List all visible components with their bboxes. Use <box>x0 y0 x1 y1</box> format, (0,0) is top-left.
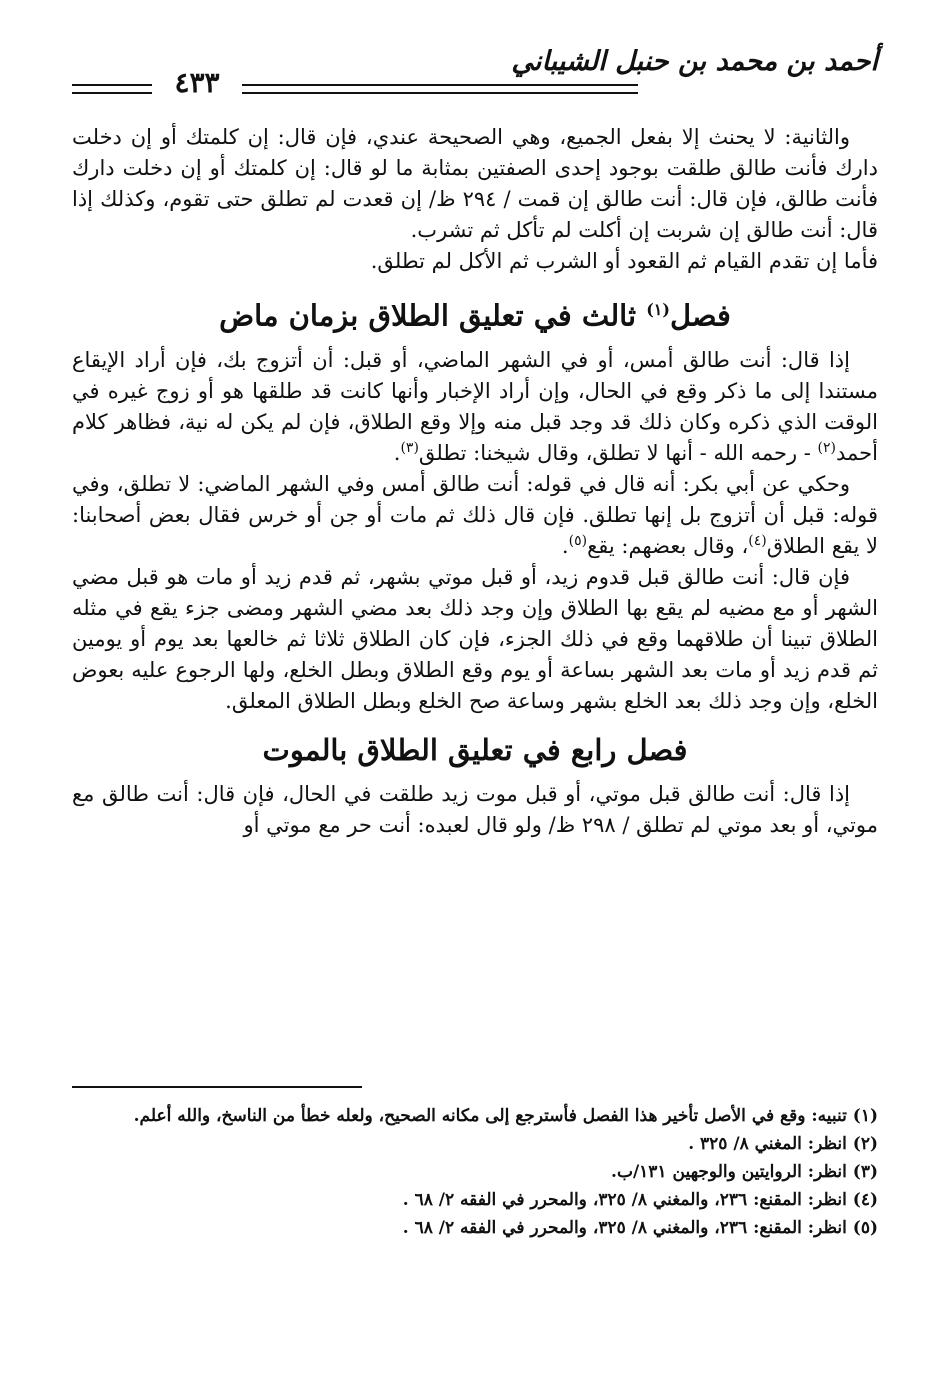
paragraph-intro-1: والثانية: لا يحنث إلا بفعل الجميع، وهي الصحيحة عندي، فإن قال: إن كلمتك أو إن دخلت دارك فأنت طالق طلقت بوجود إحدى الصفتين بمثابة ما لو قال: إن كلمتك أو إن دخلت دارك فأنت طالق، فإن قال: أنت طالق إن قمت / ٢٩٤ ظ/ إن قعدت لم تطلق حتى تقوم، وكذلك إذا قال: أنت طالق إن شربت إن أكلت لم تأكل ثم تشرب. <box>72 125 878 242</box>
header-rule <box>242 84 638 94</box>
footnote-rule <box>72 1086 362 1088</box>
paragraph-section3-1: إذا قال: أنت طالق أمس، أو في الشهر الماضي، أو قبل: أن أتزوج بك، فإن أراد الإيقاع مستندا إلى ما ذكر وقع في الحال، وإن أراد الإخبار وأنها كانت قد طلقها هو أو زوج غيره في الوقت الذي ذكره وكان ذلك قد وجد قبل منه وإلا وقع الطلاق، فإن لم يكن له نية، فظاهر كلام أحمد$^{(٢)}$ - رحمه الله - أنها لا تطلق، وقال شيخنا: تطلق$^{(٣)}$. <box>72 347 878 465</box>
footnote-ref-5[interactable]: (٥) <box>568 532 588 549</box>
paragraph-text: وحكي عن أبي بكر: أنه قال في قوله: أنت طالق أمس وفي الشهر الماضي: لا تطلق، وفي قوله: قبل أن أتزوج بل إنها تطلق. فإن قال ذلك ثم مات أو جن أو خرس فقال بعض أصحابنا: لا يقع الطلاق <box>72 471 878 558</box>
page-header <box>72 40 878 99</box>
footnote-5: (٥) انظر: المقنع: ٢٣٦، والمغني ٨/ ٣٢٥، والمحرر في الفقه ٢/ ٦٨ . <box>402 1218 878 1238</box>
paragraph-section4-1: إذا قال: أنت طالق قبل موتي، أو قبل موت زيد طلقت في الحال، فإن قال: أنت طالق مع موتي، أو بعد موتي لم تطلق / ٢٩٨ ظ/ ولو قال لعبده: أنت حر مع موتي أو <box>72 781 878 837</box>
footnote-ref-3[interactable]: (٣) <box>400 439 419 456</box>
section-heading-4: فصل رابع في تعليق الطلاق بالموت <box>262 732 688 767</box>
footnote-4: (٤) انظر: المقنع: ٢٣٦، والمغني ٨/ ٣٢٥، والمحرر في الفقه ٢/ ٦٨ . <box>402 1190 878 1210</box>
footnote-ref-2[interactable]: (٢) <box>817 439 837 456</box>
paragraph-text: إذا قال: أنت طالق أمس، أو في الشهر الماضي، أو قبل: أن أتزوج بك، فإن أراد الإيقاع مستندا إلى ما ذكر وقع في الحال، وإن أراد الإخبار وأنها كانت قد طلقها هو أو زوج غيره في الوقت الذي ذكره وكان ذلك قد وجد قبل منه وإلا وقع الطلاق، فإن لم يكن له نية، فظاهر كلام أحمد <box>72 347 878 465</box>
book-page <box>72 40 878 1360</box>
paragraph-text: - رحمه الله - أنها لا تطلق، وقال شيخنا: تطلق <box>418 440 818 465</box>
paragraph-section3-2: وحكي عن أبي بكر: أنه قال في قوله: أنت طالق أمس وفي الشهر الماضي: لا تطلق، وفي قوله: قبل أن أتزوج بل إنها تطلق. فإن قال ذلك ثم مات أو جن أو خرس فقال بعض أصحابنا: لا يقع الطلاق$^{(٤)}$، وقال بعضهم: يقع$^{(٥)}$. <box>72 471 878 558</box>
main-text <box>72 122 878 841</box>
footnotes <box>72 1102 878 1242</box>
page-number: ٤٣٣ <box>174 66 220 99</box>
header-rule-short <box>72 84 152 94</box>
footnote-ref-4[interactable]: (٤) <box>748 532 767 549</box>
footnote-1: (١) تنبيه: وقع في الأصل تأخير هذا الفصل فأسترجع إلى مكانه الصحيح، ولعله خطأ من الناسخ، والله أعلم. <box>133 1106 878 1126</box>
footnote-3: (٣) انظر: الروايتين والوجهين ١٣١/ب. <box>611 1162 878 1182</box>
section-heading-3 <box>72 291 878 335</box>
footnote-ref-1[interactable]: (١) <box>646 300 670 319</box>
paragraph-intro-2: فأما إن تقدم القيام ثم القعود أو الشرب ثم الأكل لم تطلق. <box>370 249 878 273</box>
heading-text: ثالث في تعليق الطلاق بزمان ماض <box>219 298 637 333</box>
paragraph-text: ، وقال بعضهم: يقع <box>587 533 749 558</box>
running-title: أحمد بن محمد بن حنبل الشيباني <box>511 46 878 77</box>
footnote-2: (٢) انظر: المغني ٨/ ٣٢٥ . <box>688 1134 878 1154</box>
heading-word: فصل <box>669 298 731 333</box>
paragraph-section3-3: فإن قال: أنت طالق قبل قدوم زيد، أو قبل موتي بشهر، ثم قدم زيد أو مات هو قبل مضي الشهر أو مع مضيه لم يقع بها الطلاق وإن وجد ذلك بعد مضي الشهر ومضى جزء يقع في مثله الطلاق تبينا أن طلاقهما وقع في ذلك الجزء، فإن كان الطلاق ثلاثا ثم خالعها بعد يوم أو يومين ثم قدم زيد أو مات بعد الشهر بساعة أو يوم وقع الطلاق وبطل الخلع، ولها الرجوع عليه بعوض الخلع، وإن وجد ذلك بعد الخلع بشهر وساعة صح الخلع وبطل الطلاق المعلق. <box>72 564 878 713</box>
